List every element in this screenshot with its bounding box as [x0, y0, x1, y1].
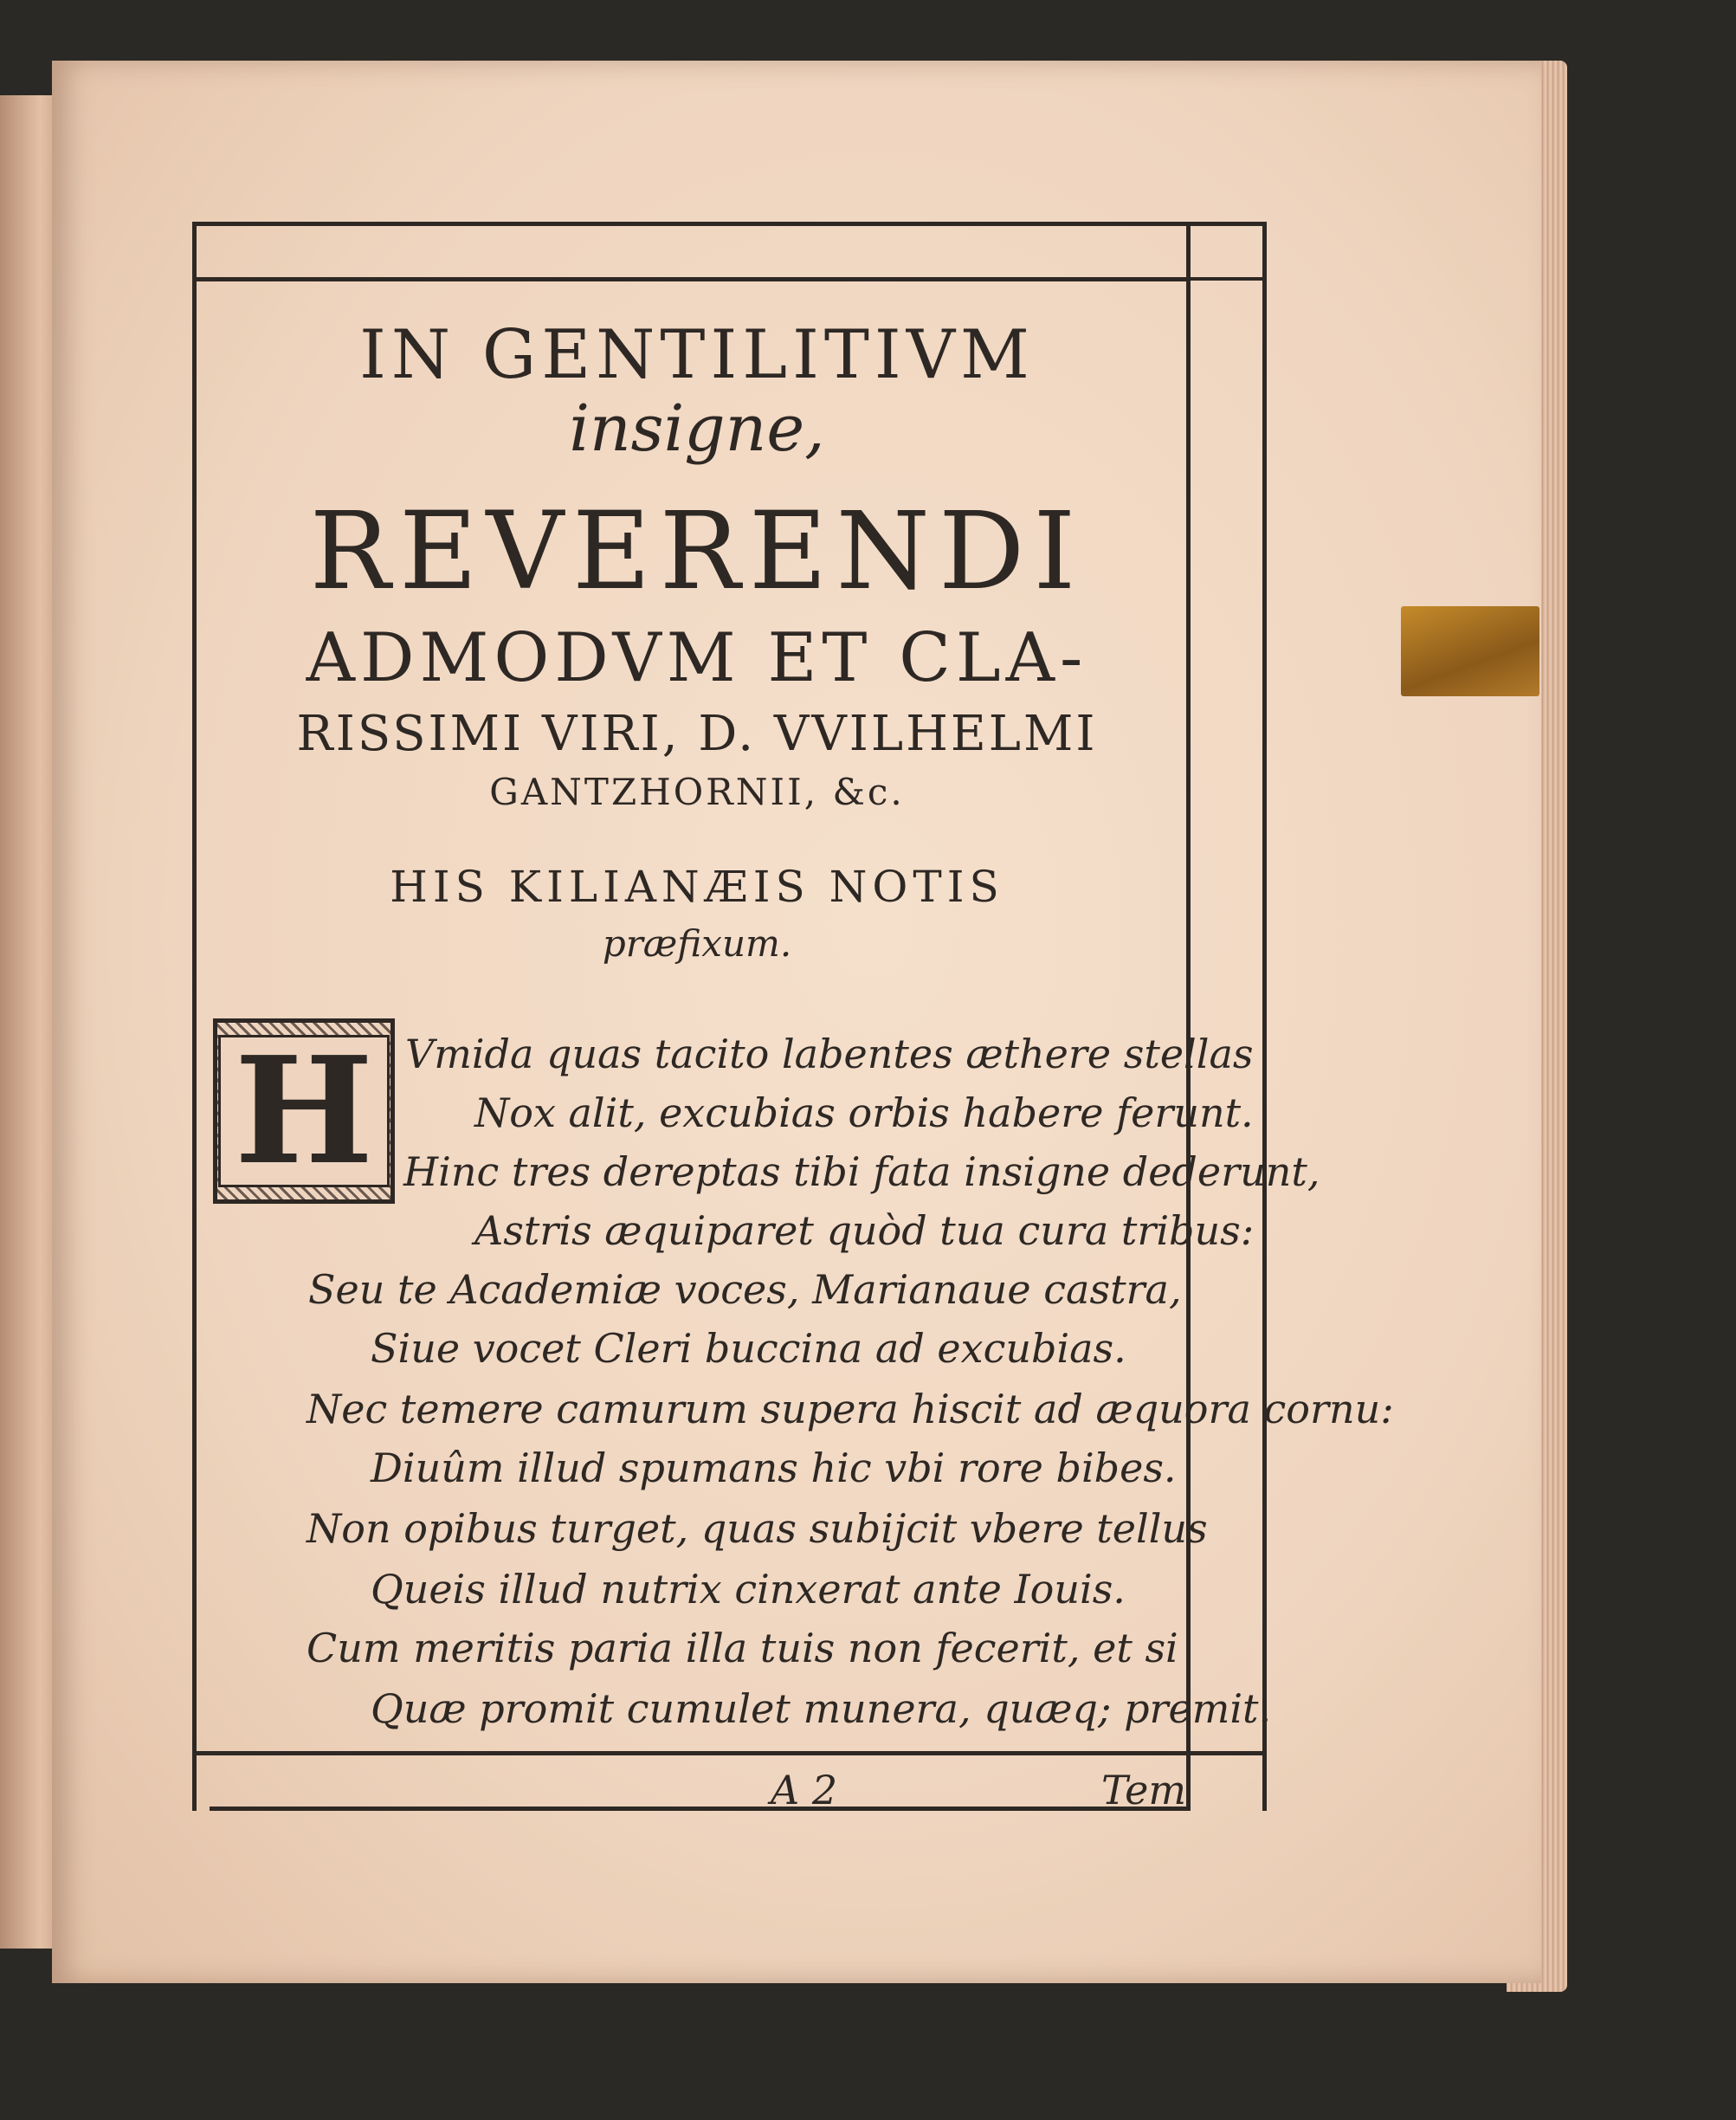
title-line-8: præfixum.: [602, 922, 792, 965]
margin-right-rule: [1262, 222, 1267, 1811]
verse-line: Siue vocet Cleri buccina ad excubias.: [371, 1325, 1126, 1372]
frame-top-rule: [192, 222, 1266, 226]
frame-bottom-rule: [192, 1751, 1266, 1755]
margin-top-rule: [1191, 277, 1267, 281]
drop-cap-letter: H: [218, 1035, 390, 1187]
verse-line: Nox alit, excubias orbis habere ferunt.: [474, 1089, 1254, 1136]
verse-line: Vmida quas tacito labentes æthere stellas: [405, 1031, 1254, 1077]
title-line-6: GANTZHORNII, &c.: [489, 771, 905, 813]
verse-line: Cum meritis paria illa tuis non fecerit, et si: [307, 1625, 1178, 1671]
ornamental-initial: [213, 1018, 395, 1204]
title-line-3: REVERENDI: [309, 489, 1085, 614]
title-line-1: IN GENTILITIVM: [359, 316, 1035, 394]
verse-line: Non opibus turget, quas subijcit vbere tellus: [307, 1505, 1208, 1552]
title-line-5: RISSIMI VIRI, D. VVILHELMI: [296, 706, 1098, 762]
footer-bottom-rule: [210, 1807, 1191, 1811]
frame-inner-top-rule: [192, 277, 1188, 281]
verse-line: Diuûm illud spumans hic vbi rore bibes.: [371, 1445, 1177, 1491]
verse-line: Hinc tres dereptas tibi fata insigne dederunt,: [403, 1148, 1320, 1195]
signature-mark: A 2: [771, 1767, 838, 1813]
title-line-2: insigne,: [569, 391, 825, 466]
verse-line: Queis illud nutrix cinxerat ante Iouis.: [371, 1566, 1126, 1613]
frame-left-rule: [192, 222, 197, 1811]
verse-line: Quæ promit cumulet munera, quæq; premit.: [371, 1685, 1272, 1732]
verse-line: Astris æquiparet quòd tua cura tribus:: [474, 1207, 1255, 1254]
verse-line: Seu te Academiæ voces, Marianaue castra,: [308, 1266, 1182, 1313]
title-line-4: ADMODVM ET CLA-: [306, 619, 1088, 697]
title-line-7: HIS KILIANÆIS NOTIS: [390, 862, 1004, 912]
bookmark-tab: [1401, 606, 1539, 696]
verse-line: Nec temere camurum supera hiscit ad æquora cornu:: [307, 1386, 1394, 1432]
catchword: Tem: [1101, 1767, 1186, 1813]
